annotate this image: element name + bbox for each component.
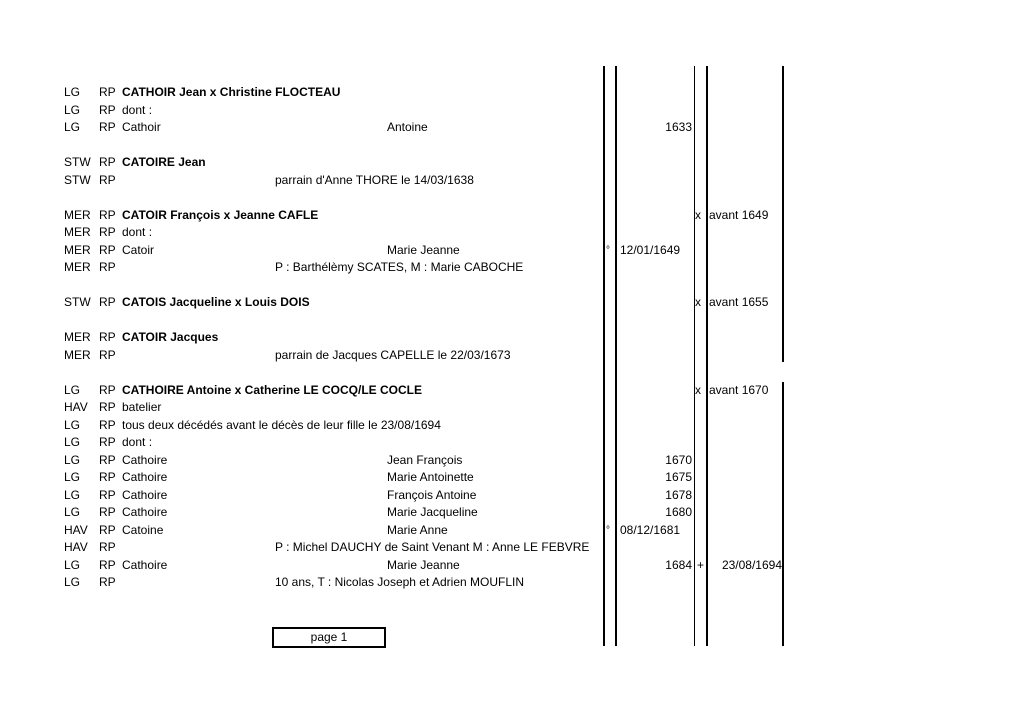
source-code: LG [64,470,81,484]
table-row [0,102,1024,119]
table-row [0,539,1024,556]
table-row [0,84,1024,101]
person-name: Catoine [122,522,164,537]
rp-code: RP [99,522,116,537]
table-row [0,207,1024,224]
person-name: dont : [122,225,153,239]
birth-year: 1670 [665,452,692,467]
rp-code: RP [99,225,116,239]
person-name: CATHOIR Jean x Christine FLOCTEAU [122,85,341,99]
source-code: LG [64,452,81,467]
rp-code: RP [99,260,116,274]
rp-code: RP [99,207,116,222]
table-row [0,294,1024,311]
marriage-date: avant 1649 [709,207,769,222]
rp-code: RP [99,575,116,589]
source-code: LG [64,557,81,572]
first-name: Marie Jacqueline [387,505,478,519]
source-code: MER [64,260,91,274]
person-name: CATOIR Jacques [122,330,219,344]
person-name: batelier [122,400,162,414]
marriage-mark: x [695,295,701,309]
marriage-date: avant 1655 [709,295,769,309]
baptism-symbol: ° [606,244,610,256]
source-code: LG [64,102,81,117]
marriage-mark: x [695,382,701,397]
rp-code: RP [99,242,116,257]
person-name: dont : [122,102,153,117]
rp-code: RP [99,540,116,554]
first-name: François Antoine [387,487,477,502]
table-row [0,399,1024,416]
source-code: HAV [64,540,88,554]
table-row [0,312,1024,329]
table-row [0,137,1024,154]
source-code: HAV [64,400,88,414]
source-code: STW [64,155,91,169]
person-name: dont : [122,435,153,449]
record-note: parrain de Jacques CAPELLE le 22/03/1673 [275,347,511,362]
birth-year: 1678 [665,487,692,502]
rp-code: RP [99,330,116,344]
person-name: CATOIS Jacqueline x Louis DOIS [122,295,310,309]
source-code: MER [64,242,91,257]
person-name: Cathoire [122,452,168,467]
rp-code: RP [99,382,116,397]
rp-code: RP [99,557,116,572]
death-mark: + [697,557,705,572]
death-date: 23/08/1694 [721,557,782,572]
baptism-date: 08/12/1681 [620,522,681,537]
person-name: CATOIR François x Jeanne CAFLE [122,207,319,222]
person-name: CATHOIRE Antoine x Catherine LE COCQ/LE COCLE [122,382,423,397]
first-name: Marie Jeanne [387,242,460,257]
table-row [0,417,1024,434]
page-label: page 1 [310,630,348,644]
rp-code: RP [99,487,116,502]
source-code: LG [64,382,81,397]
person-name: tous deux décédés avant le décès de leur fille le 23/08/1694 [122,417,441,432]
birth-year: 1684 [665,557,692,572]
rp-code: RP [99,172,116,187]
source-code: LG [64,120,81,134]
source-code: MER [64,207,91,222]
table-row [0,434,1024,451]
first-name: Marie Anne [387,522,448,537]
table-row [0,469,1024,486]
rp-code: RP [99,505,116,519]
table-row [0,452,1024,469]
source-code: LG [64,417,81,432]
table-row [0,347,1024,364]
first-name: Jean François [387,452,463,467]
table-row [0,224,1024,241]
rp-code: RP [99,85,116,99]
source-code: MER [64,330,91,344]
baptism-symbol: ° [606,524,610,536]
source-code: HAV [64,522,88,537]
rp-code: RP [99,417,116,432]
record-note: P : Barthélèmy SCATES, M : Marie CABOCHE [275,260,524,274]
rp-code: RP [99,102,116,117]
rp-code: RP [99,347,116,362]
rp-code: RP [99,470,116,484]
person-name: Cathoire [122,470,168,484]
table-row [0,504,1024,521]
table-row [0,154,1024,171]
record-note: P : Michel DAUCHY de Saint Venant M : Anne LE FEBVRE [275,540,590,554]
rp-code: RP [99,435,116,449]
table-row [0,487,1024,504]
rp-code: RP [99,452,116,467]
baptism-date: 12/01/1649 [620,242,681,257]
birth-year: 1680 [665,505,692,519]
marriage-date: avant 1670 [709,382,769,397]
first-name: Marie Jeanne [387,557,460,572]
rp-code: RP [99,120,116,134]
table-row [0,242,1024,259]
record-note: parrain d'Anne THORE le 14/03/1638 [275,172,474,187]
record-note: 10 ans, T : Nicolas Joseph et Adrien MOUFLIN [275,575,525,589]
source-code: LG [64,575,81,589]
person-name: CATOIRE Jean [122,155,206,169]
table-row [0,522,1024,539]
person-name: Cathoire [122,557,168,572]
table-row [0,259,1024,276]
table-row [0,189,1024,206]
table-row [0,574,1024,591]
rp-code: RP [99,295,116,309]
table-row [0,277,1024,294]
first-name: Marie Antoinette [387,470,474,484]
rp-code: RP [99,155,116,169]
first-name: Antoine [387,120,428,134]
source-code: LG [64,85,81,99]
person-name: Cathoire [122,487,168,502]
source-code: STW [64,172,91,187]
person-name: Cathoire [122,505,168,519]
table-row [0,172,1024,189]
birth-year: 1675 [665,470,692,484]
table-row [0,382,1024,399]
person-name: Catoir [122,242,155,257]
source-code: MER [64,347,91,362]
person-name: Cathoir [122,120,161,134]
table-row [0,119,1024,136]
source-code: LG [64,435,81,449]
table-row [0,364,1024,381]
source-code: LG [64,505,81,519]
rp-code: RP [99,400,116,414]
source-code: LG [64,487,81,502]
source-code: STW [64,295,91,309]
page-indicator [272,627,386,648]
table-row [0,557,1024,574]
source-code: MER [64,225,91,239]
birth-year: 1633 [665,120,692,134]
table-row [0,329,1024,346]
marriage-mark: x [695,207,701,222]
